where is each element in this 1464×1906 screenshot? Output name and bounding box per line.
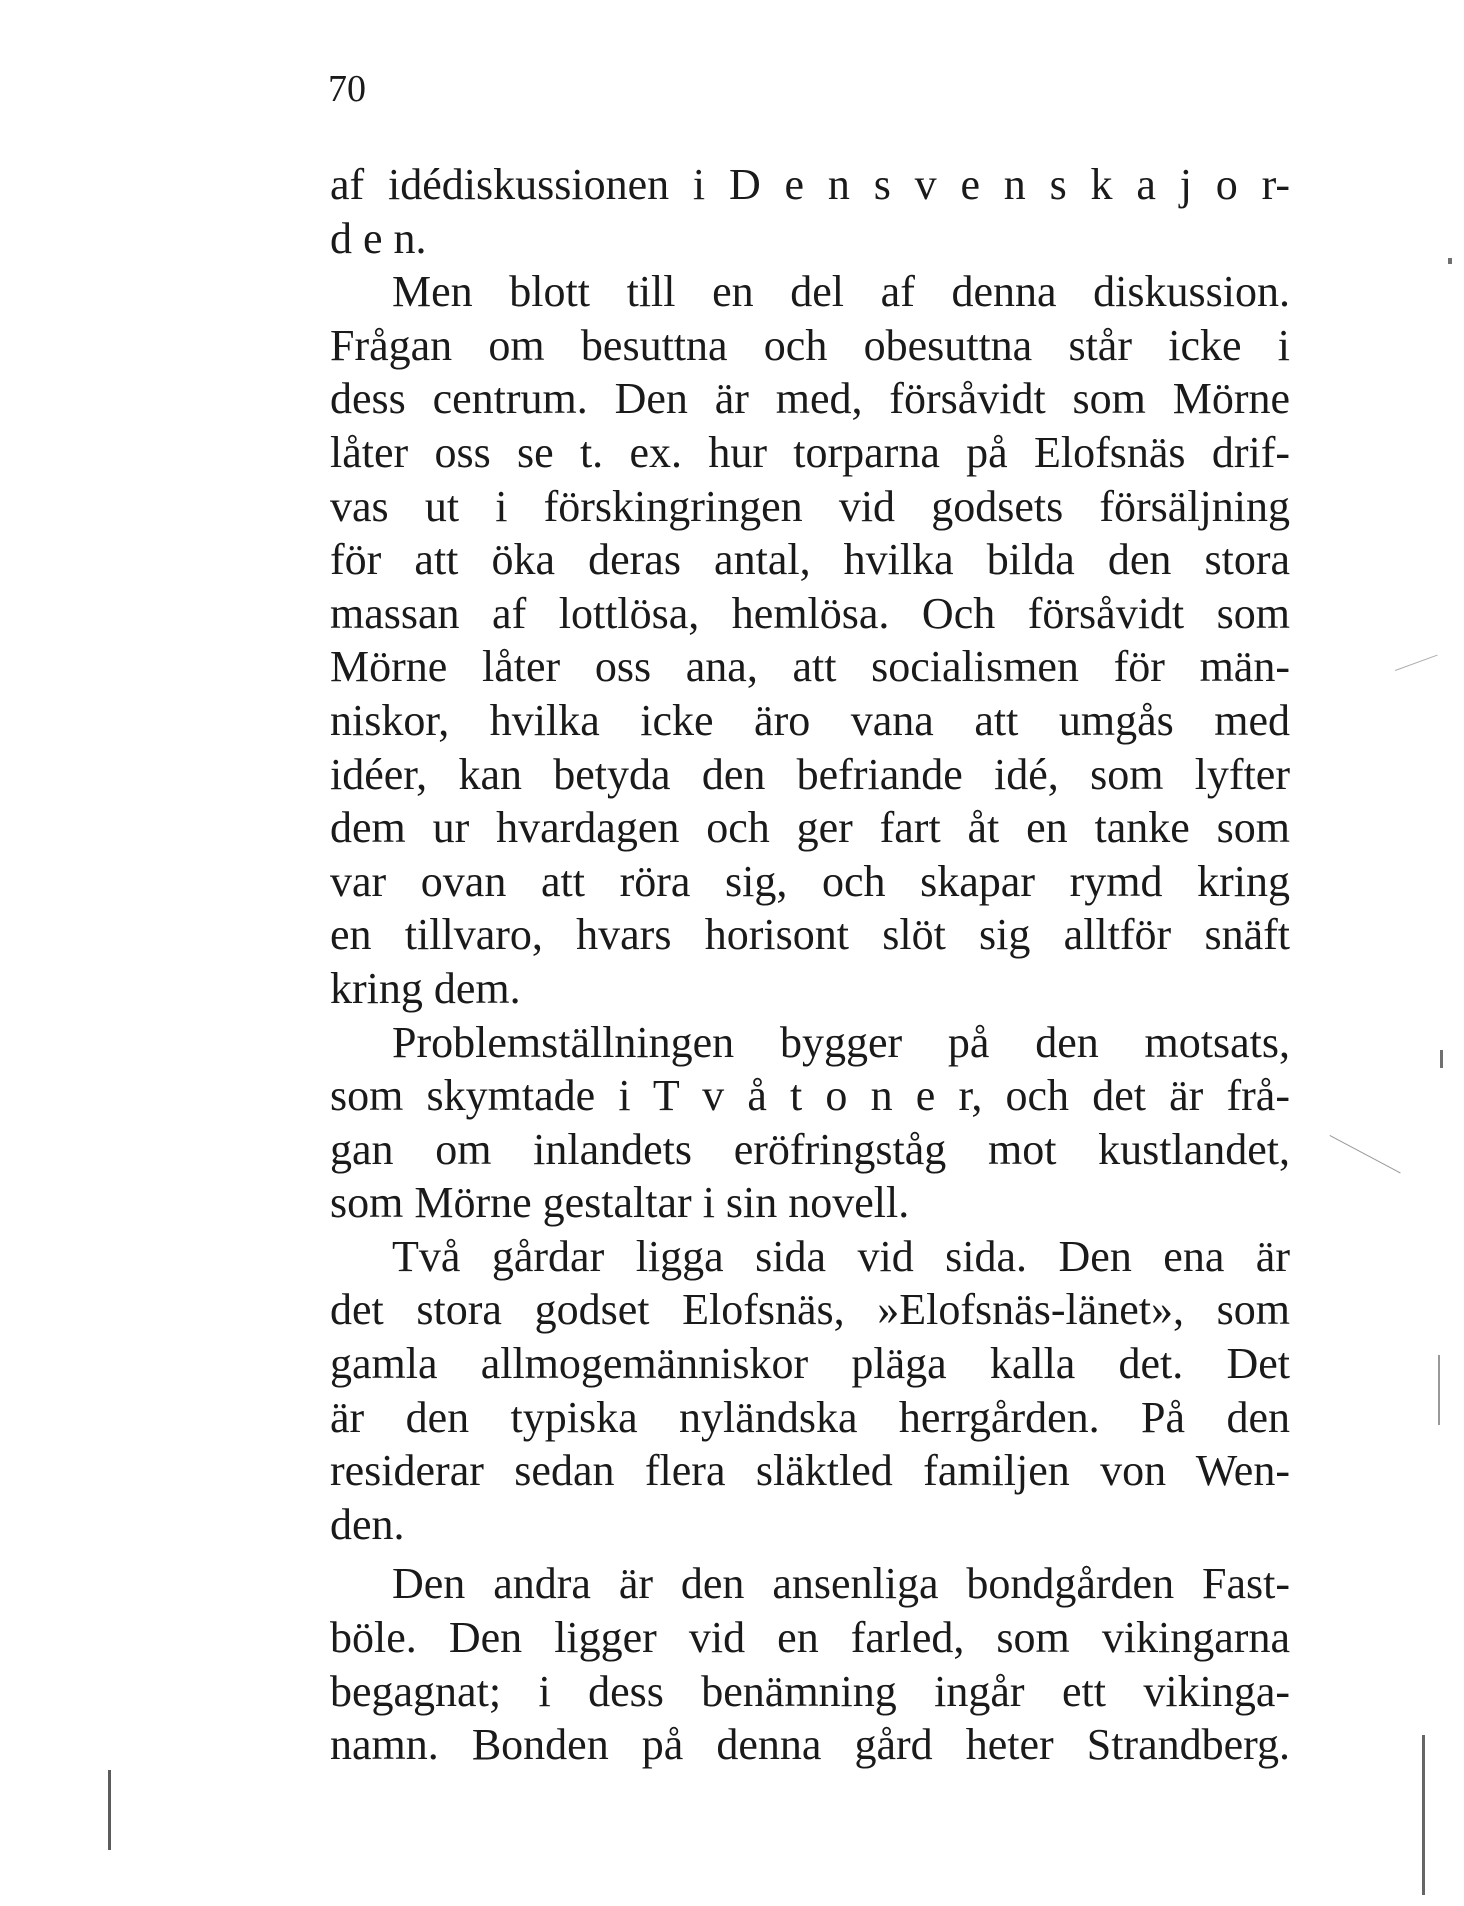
- text-line: af idédiskussionen i D e n s v e n s k a j o r-: [330, 160, 1290, 209]
- text-line: Problemställningen bygger på den motsats,: [392, 1017, 1290, 1067]
- text-line: var ovan att röra sig, och skapar rymd kring: [330, 856, 1290, 906]
- text-line: låter oss se t. ex. hur torparna på Elofsnäs drif-: [330, 427, 1290, 477]
- text-line: är den typiska nyländska herrgården. På den: [330, 1392, 1290, 1442]
- scan-mark: [1422, 1735, 1425, 1895]
- scan-mark: [1330, 1135, 1401, 1173]
- body-text: [330, 158, 1290, 1772]
- text-line: gamla allmogemänniskor pläga kalla det. Det: [330, 1339, 1290, 1389]
- text-line: kring dem.: [330, 963, 521, 1013]
- scan-mark: [1440, 1050, 1443, 1068]
- page-number: 70: [328, 68, 366, 110]
- text-line: dem ur hvardagen och ger fart åt en tanke som: [330, 803, 1290, 853]
- text-line: vas ut i förskingringen vid godsets försäljning: [330, 481, 1290, 531]
- text-line: idéer, kan betyda den befriande idé, som lyfter: [330, 749, 1290, 799]
- text-line: Men blott till en del af denna diskussion.: [392, 267, 1290, 317]
- text-line: Den andra är den ansenliga bondgården Fast-: [392, 1559, 1290, 1609]
- text-line: massan af lottlösa, hemlösa. Och försåvidt som: [330, 588, 1290, 638]
- text-line: Mörne låter oss ana, att socialismen för män-: [330, 642, 1290, 692]
- scan-mark: [108, 1770, 111, 1850]
- text-line: den.: [330, 1499, 405, 1549]
- scan-mark: [1438, 1355, 1440, 1425]
- text-line: d e n.: [330, 213, 427, 263]
- text-line: niskor, hvilka icke äro vana att umgås med: [330, 695, 1290, 745]
- scan-mark: [1448, 258, 1452, 264]
- text-line: böle. Den ligger vid en farled, som vikingarna: [330, 1613, 1290, 1663]
- text-line: gan om inlandets eröfringståg mot kustlandet,: [330, 1124, 1290, 1174]
- text-line: som skymtade i T v å t o n e r, och det är frå-: [330, 1071, 1290, 1121]
- text-line: namn. Bonden på denna gård heter Strandberg.: [330, 1720, 1290, 1770]
- text-line: Två gårdar ligga sida vid sida. Den ena är: [392, 1231, 1290, 1281]
- text-line: begagnat; i dess benämning ingår ett vikinga-: [330, 1666, 1290, 1716]
- text-line: residerar sedan flera släktled familjen von Wen-: [330, 1446, 1290, 1496]
- text-line: det stora godset Elofsnäs, »Elofsnäs-länet», som: [330, 1285, 1290, 1335]
- text-line: dess centrum. Den är med, försåvidt som Mörne: [330, 374, 1290, 424]
- scan-mark: [1395, 655, 1438, 671]
- text-line: för att öka deras antal, hvilka bilda den stora: [330, 535, 1290, 585]
- text-line: Frågan om besuttna och obesuttna står icke i: [330, 320, 1290, 370]
- text-line: som Mörne gestaltar i sin novell.: [330, 1178, 910, 1228]
- text-line: en tillvaro, hvars horisont slöt sig alltför snäft: [330, 910, 1290, 960]
